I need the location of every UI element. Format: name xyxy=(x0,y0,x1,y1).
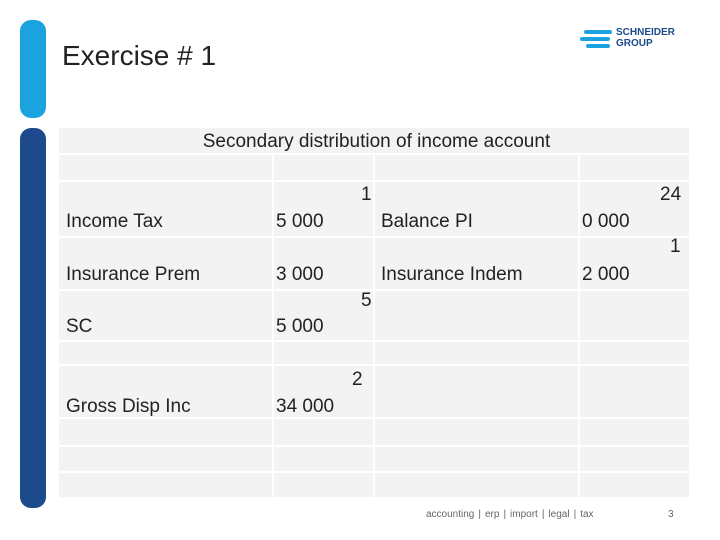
left-value-sc: 5 000 xyxy=(276,316,324,337)
page-number: 3 xyxy=(668,509,674,520)
footer-separator: | xyxy=(478,509,481,520)
left-label-income-tax: Income Tax xyxy=(66,211,163,232)
logo-line-2: GROUP xyxy=(616,38,653,49)
wrapped-fragment: 2 xyxy=(352,369,363,390)
left-label-sc: SC xyxy=(66,316,93,337)
table-col-divider xyxy=(373,153,375,497)
logo-line-1: SCHNEIDER xyxy=(616,27,675,38)
wrapped-fragment: 5 xyxy=(361,290,372,311)
footer-item: legal xyxy=(548,509,570,520)
footer-separator: | xyxy=(573,509,577,520)
wrapped-fragment: 1 xyxy=(361,184,372,205)
right-value-balance-pi: 0 000 xyxy=(582,211,630,232)
wrapped-fragment: 1 xyxy=(670,236,681,257)
right-label-insurance-indem: Insurance Indem xyxy=(381,264,523,285)
accent-bar-top xyxy=(20,20,46,118)
table-title: Secondary distribution of income account xyxy=(202,131,551,152)
table-col-divider xyxy=(578,153,580,497)
left-label-insurance-prem: Insurance Prem xyxy=(66,264,201,285)
table-col-divider xyxy=(272,153,274,497)
footer-tagline xyxy=(424,509,596,520)
left-value-insurance-prem: 3 000 xyxy=(276,264,324,285)
footer-item: accounting xyxy=(426,509,475,520)
left-value-gross-disp-inc: 34 000 xyxy=(276,396,335,417)
left-label-gross-disp-inc: Gross Disp Inc xyxy=(66,396,191,417)
footer-item: tax xyxy=(580,509,594,520)
footer-item: import xyxy=(510,509,538,520)
footer-separator: | xyxy=(503,509,507,520)
right-label-balance-pi: Balance PI xyxy=(381,211,473,232)
left-value-income-tax: 5 000 xyxy=(276,211,324,232)
wrapped-fragment: 24 xyxy=(660,184,682,205)
accent-bar-bottom xyxy=(20,128,46,508)
footer-separator: | xyxy=(541,509,545,520)
slide-title: Exercise # 1 xyxy=(62,40,217,71)
schneider-group-logo xyxy=(580,26,690,52)
right-value-insurance-indem: 2 000 xyxy=(582,264,630,285)
footer-item: erp xyxy=(484,509,500,520)
